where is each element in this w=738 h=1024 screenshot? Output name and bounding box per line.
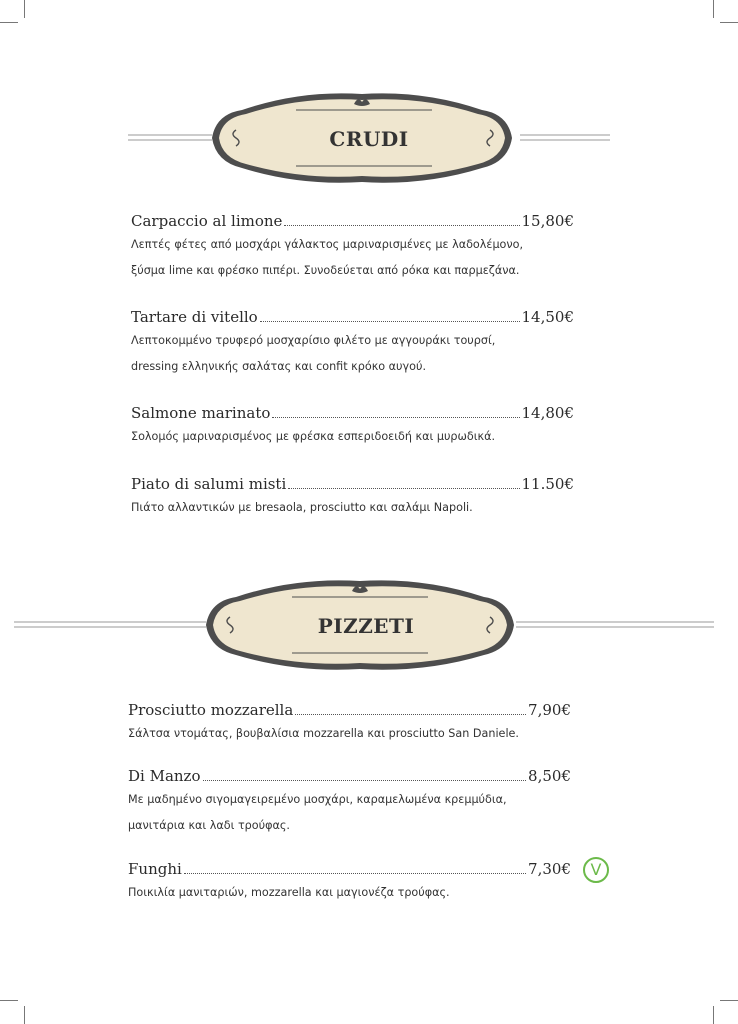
item-description: ξύσμα lime και φρέσκο πιπέρι. Συνοδεύεται από ρόκα και παρμεζάνα. (131, 264, 520, 277)
menu-item (131, 308, 574, 380)
item-price: 7,30€ (528, 860, 571, 878)
item-price: 7,90€ (528, 701, 571, 719)
dot-leader (295, 713, 526, 715)
item-description: μανιτάρια και λαδι τρούφας. (128, 819, 290, 832)
item-description: Λεπτές φέτες από μοσχάρι γάλακτος μαριναρισμένες με λαδολέμονο, (131, 238, 524, 251)
crop-mark (720, 1000, 738, 1001)
section-title: PIZZETI (317, 614, 415, 638)
crop-mark (713, 0, 714, 18)
menu-item (128, 701, 571, 747)
item-price: 11.50€ (521, 475, 574, 493)
item-price: 15,80€ (521, 212, 574, 230)
item-name: Salmone marinato (131, 404, 271, 422)
item-name: Di Manzo (128, 767, 201, 785)
section-banner-crudi (0, 88, 738, 198)
item-price: 8,50€ (528, 767, 571, 785)
item-description: Πιάτο αλλαντικών με bresaola, prosciutto και σαλάμι Napoli. (131, 501, 473, 514)
item-name: Tartare di vitello (131, 308, 258, 326)
item-description: Σολομός μαριναρισμένος με φρέσκα εσπεριδοειδή και μυρωδικά. (131, 430, 496, 443)
section-banner-pizzeti (0, 575, 738, 685)
item-name: Piato di salumi misti (131, 475, 287, 493)
crop-mark (24, 0, 25, 18)
item-description: Ποικιλία μανιταριών, mozzarella και μαγιονέζα τρούφας. (128, 886, 450, 899)
crop-mark (720, 22, 738, 23)
menu-item (128, 767, 571, 839)
section-title: CRUDI (329, 127, 409, 151)
dot-leader (184, 872, 526, 874)
crop-mark (0, 22, 18, 23)
item-price: 14,50€ (521, 308, 574, 326)
dot-leader (260, 320, 520, 322)
dot-leader (203, 779, 527, 781)
item-description: dressing ελληνικής σαλάτας και confit κρόκο αυγού. (131, 360, 427, 373)
menu-item (131, 475, 574, 521)
crop-mark (0, 1000, 18, 1001)
crop-mark (24, 1006, 25, 1024)
item-price: 14,80€ (521, 404, 574, 422)
item-description: Σάλτσα ντομάτας, βουβαλίσια mozzarella και prosciutto San Daniele. (128, 727, 519, 740)
menu-item (131, 212, 574, 284)
item-description: Λεπτοκομμένο τρυφερό μοσχαρίσιο φιλέτο με αγγουράκι τουρσί, (131, 334, 496, 347)
vegetarian-badge-icon: V (583, 857, 609, 883)
item-name: Carpaccio al limone (131, 212, 283, 230)
item-name: Prosciutto mozzarella (128, 701, 294, 719)
dot-leader (284, 224, 519, 226)
crop-mark (713, 1006, 714, 1024)
item-name: Funghi (128, 860, 182, 878)
menu-item (131, 404, 574, 450)
dot-leader (288, 487, 519, 489)
menu-item (128, 860, 571, 906)
dot-leader (272, 416, 519, 418)
item-description: Με μαδημένο σιγομαγειρεμένο μοσχάρι, καραμελωμένα κρεμμύδια, (128, 793, 507, 806)
